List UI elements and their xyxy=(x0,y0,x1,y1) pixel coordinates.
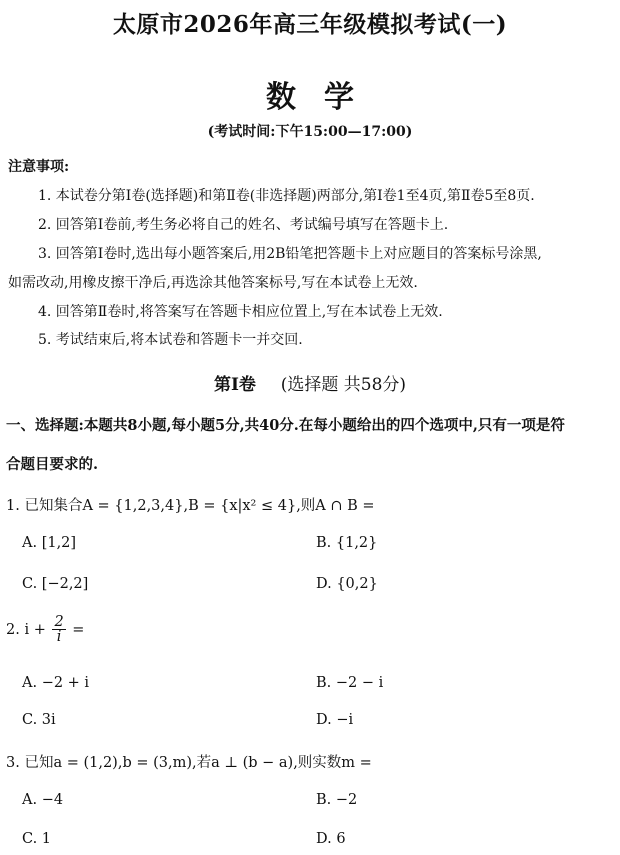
notice-heading: 注意事项: xyxy=(8,159,70,175)
part-title xyxy=(0,370,620,395)
question-1-option-a: A. [1,2] xyxy=(22,535,77,551)
question-3-option-a: A. −4 xyxy=(22,792,64,808)
part-title-sub: (选择题 共58分) xyxy=(280,375,407,395)
question-3-stem: 3. 已知a = (1,2),b = (3,m),若a ⊥ (b − a),则实数m = xyxy=(6,755,372,771)
subject-title: 数学 xyxy=(266,80,382,115)
question-2-stem-suffix: = xyxy=(72,621,85,638)
question-2-option-a: A. −2 + i xyxy=(22,675,90,691)
notice-line-4: 4. 回答第Ⅱ卷时,将答案写在答题卡相应位置上,写在本试卷上无效. xyxy=(38,304,443,320)
question-1-stem: 1. 已知集合A = {1,2,3,4},B = {x|x² ≤ 4},则A ∩ B = xyxy=(6,498,375,514)
question-2-option-d: D. −i xyxy=(316,712,354,728)
question-3-option-d: D. 6 xyxy=(316,831,346,847)
notice-line-5: 5. 考试结束后,将本试卷和答题卡一并交回. xyxy=(38,332,303,348)
question-2-fraction xyxy=(52,615,65,644)
question-2-stem-prefix: 2. i + xyxy=(6,621,46,638)
question-1-option-c: C. [−2,2] xyxy=(22,576,89,592)
notice-line-3-cont: 如需改动,用橡皮擦干净后,再选涂其他答案标号,写在本试卷上无效. xyxy=(8,275,418,291)
notice-line-3: 3. 回答第Ⅰ卷时,选出每小题答案后,用2B铅笔把答题卡上对应题目的答案标号涂黑, xyxy=(38,246,542,262)
section-description-line-1: 一、选择题:本题共8小题,每小题5分,共40分.在每小题给出的四个选项中,只有一项是符 xyxy=(6,417,565,434)
question-1-option-d: D. {0,2} xyxy=(316,576,378,592)
question-1-option-b: B. {1,2} xyxy=(316,535,378,551)
notice-line-1: 1. 本试卷分第Ⅰ卷(选择题)和第Ⅱ卷(非选择题)两部分,第Ⅰ卷1至4页,第Ⅱ卷5至8页. xyxy=(38,188,535,204)
question-3-option-b: B. −2 xyxy=(316,792,358,808)
question-2-stem xyxy=(6,615,84,644)
notice-line-2: 2. 回答第Ⅰ卷前,考生务必将自己的姓名、考试编号填写在答题卡上. xyxy=(38,217,449,233)
question-2-fraction-denominator: i xyxy=(56,629,62,645)
question-2-option-b: B. −2 − i xyxy=(316,675,384,691)
part-title-main: 第Ⅰ卷 xyxy=(213,375,256,395)
question-3-option-c: C. 1 xyxy=(22,831,52,847)
section-description-line-2: 合题目要求的. xyxy=(6,456,99,473)
question-2-option-c: C. 3i xyxy=(22,712,56,728)
question-2-fraction-numerator: 2 xyxy=(54,614,64,630)
exam-time: (考试时间:下午15:00—17:00) xyxy=(207,124,413,140)
exam-title: 太原市2026年高三年级模拟考试(一) xyxy=(112,11,508,38)
